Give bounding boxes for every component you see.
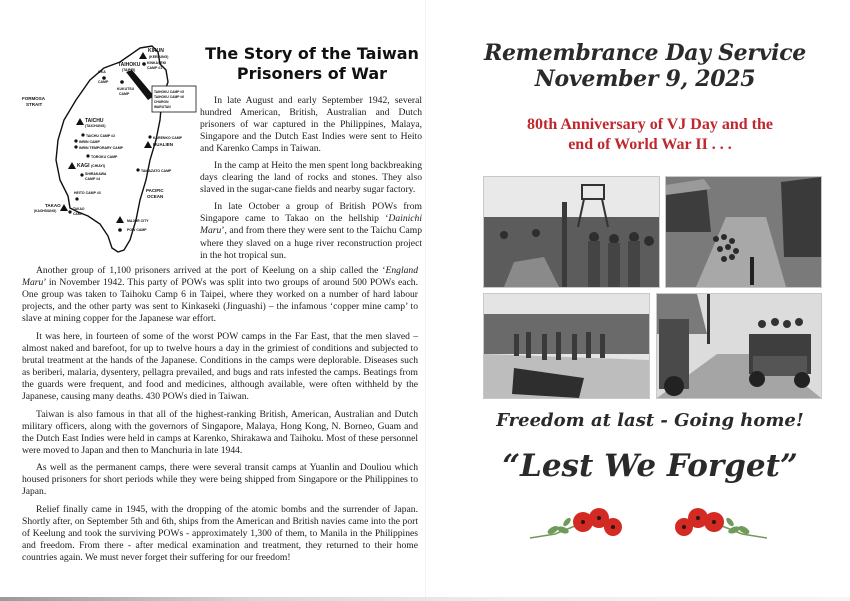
city-kirun-icon: [139, 52, 147, 59]
poppy-spray-left-icon: [525, 500, 625, 545]
camp-inrin-temp-icon: [74, 145, 77, 148]
story-title-line1: The Story of the Taiwan: [205, 44, 419, 63]
map-label: TAKAO: [73, 207, 85, 211]
legend-major-city-icon: [116, 216, 124, 223]
map-label: CAMP #1: [147, 66, 163, 70]
map-label: OKA: [98, 70, 106, 74]
map-label: TOROKU CAMP: [91, 155, 118, 159]
map-label: CAMP: [98, 80, 109, 84]
anniversary-line2: end of World War II . . .: [568, 136, 732, 153]
city-hualien-icon: [144, 141, 152, 148]
map-label: KARENKO CAMP: [153, 136, 182, 140]
camp-karenko-icon: [148, 135, 151, 138]
map-label: (TAICHUNG): [85, 124, 106, 128]
legend-label: POW CAMP: [127, 228, 147, 232]
camp-takao-icon: [68, 210, 71, 213]
map-svg: [20, 40, 200, 265]
map-label: HEITO CAMP #3: [74, 191, 101, 195]
map-label: (KEELUNG): [149, 55, 169, 59]
story-column-full: [22, 265, 418, 570]
map-label: TAMAZATO CAMP: [141, 169, 172, 173]
lest-we-forget-motto: “Lest We Forget”: [502, 448, 798, 484]
story-paragraph: It was here, in fourteen of some of the worst POW camps in the Far East, that the men slaved – almost naked and barefoot, for up to twelve hours a day in the grimiest of conditions and subjected to brutal treatment at the hands of the Japanese. Conditions in the camps were deplorable. Diseases such as beriberi, malaria, dysentery, pellagra prevailed, and bugs and rats infested the camps. Beatings from the guards were frequent, and food and medicines, although available, were often withheld by the Japanese, causing many deaths. 430 POWs died in Taiwan.: [22, 330, 418, 402]
map-label: PACIFIC: [146, 188, 164, 193]
story-title-line2: Prisoners of War: [236, 64, 388, 83]
map-label: OCEAN: [147, 194, 164, 199]
city-takao-icon: [60, 204, 68, 211]
photo-pows-at-gate: [483, 176, 660, 288]
map-label: WARUTAN: [154, 105, 171, 109]
camp-taichu2-icon: [81, 133, 84, 136]
map-label: TAICHU: [85, 118, 104, 124]
story-paragraph: Relief finally came in 1945, with the dropping of the atomic bombs and the surrender of Japan. Shortly after, on September 5th and 6th, ships from the American and British navies came into the port of Keelung and took the surviving POWs - approximately 1,300 of them, to Manila in the Philippines and freedom. From there - after medical examination and treatment, they returned to their home countries again. We must never forget their suffering for our freedom!: [22, 503, 418, 564]
map-label: INRIN CAMP: [79, 140, 100, 144]
story-paragraph: As well as the permanent camps, there were several transit camps at Yuanlin and Douliou which housed prisoners for short periods while they were being shipped from Singapore or the Philippines to Japan.: [22, 462, 418, 498]
city-kagi-icon: [68, 162, 76, 169]
map-label: KINKASEKI: [147, 61, 167, 65]
map-label: TAIHOKU: [118, 62, 141, 68]
map-label: INRIN TEMPORARY CAMP: [79, 146, 123, 150]
text-span: In late October a group of British POWs from Singapore came to Takao on the hellship ‘: [200, 201, 422, 225]
text-span: ’, and from there they were sent to the Taichu Camp where they slaved on a huge river reconstruction project in the hot tropical sun.: [200, 225, 422, 261]
map-label: TAIHOKU CAMP #6: [154, 95, 184, 99]
map-label: FORMOSA: [22, 96, 45, 101]
map-label: (TAIPEI): [122, 68, 136, 72]
service-date: November 9, 2025: [534, 66, 756, 92]
service-title-line1: Remembrance Day Service: [484, 40, 806, 66]
legend-label: MAJOR CITY: [127, 219, 149, 223]
story-column-right: [200, 95, 422, 267]
scan-edge-shadow: [0, 597, 850, 601]
legend-pow-camp-icon: [118, 228, 122, 232]
camp-inrin-icon: [74, 139, 77, 142]
map-label: TAIHOKU CAMP #5: [154, 90, 184, 94]
camp-kukutsu-icon: [120, 80, 124, 84]
photo-pows-marching-camp: [665, 176, 822, 288]
map-label: KUKUTSU: [117, 87, 135, 91]
map-label: (KAOHSIUNG): [34, 209, 57, 213]
map-label: SHIRAKAWA: [85, 172, 107, 176]
photo-trucks-convoy: [656, 293, 822, 399]
anniversary-line1: 80th Anniversary of VJ Day and the: [527, 116, 773, 133]
map-label: STRAIT: [26, 102, 43, 107]
taiwan-pow-camp-map: [20, 40, 200, 265]
story-paragraph: Taiwan is also famous in that all of the highest-ranking British, American, Australian and Dutch military officers, along with the governors of Singapore, Malaya, Hong Kong, N. Borneo, Guam and the Dutch East Indies were held in camps at Karenko, Shirakawa and Taihoku. Most of these personnel were moved to Japan and then to Manchuria in late 1944.: [22, 408, 418, 456]
ship-name: England Maru: [22, 265, 418, 289]
camp-kinkaseki-icon: [142, 62, 146, 66]
map-label: KIRUN: [148, 48, 164, 54]
taipei-pointer: [126, 70, 154, 100]
ship-name: Dainichi Maru: [200, 213, 422, 237]
map-label: CAMP: [73, 212, 83, 216]
map-label: HUALIEN: [153, 142, 173, 147]
text-span: ’ in November 1942. This party of POWs was split into two groups of around 500 POWs each. One group was taken to Taihoku Camp 6 in Taipei, where they worked on a number of hard labour projects, and the other party was sent to Kinkaseki (Jinguashi) – the infamous ‘copper mine camp’ to slave at mining copper for the Japanese war effort.: [22, 277, 418, 325]
story-title: [200, 44, 424, 84]
anniversary-heading: [475, 115, 825, 155]
map-label: CHURON: [154, 100, 169, 104]
map-label: KAGI: [77, 163, 90, 169]
text-span: Another group of 1,100 prisoners arrived at the port of Keelung on a ship called the ‘: [36, 265, 386, 276]
map-label: TAICHU CAMP #2: [86, 134, 116, 138]
poppy-spray-right-icon: [672, 500, 772, 545]
freedom-caption: Freedom at last - Going home!: [496, 410, 804, 431]
camp-toroku-icon: [86, 154, 89, 157]
camp-heito-icon: [75, 197, 78, 200]
map-label: CAMP #4: [85, 177, 101, 181]
map-label: TAKAO: [45, 203, 61, 208]
page-fold-divider: [425, 0, 426, 601]
city-taichu-icon: [76, 118, 84, 125]
story-paragraph-england-maru: [22, 265, 418, 325]
map-label: CAMP: [119, 92, 130, 96]
story-paragraph: In the camp at Heito the men spent long backbreaking days clearing the land of rocks and stones. They also slaved in the sugar-cane fields and nearby sugar factory.: [200, 160, 422, 196]
story-paragraph: In late August and early September 1942, several hundred American, British, Australian and Dutch prisoners of war captured in the Philippines, Malaya, Singapore and the Dutch East Indies were sent to Heito and Karenko Camps in Taiwan.: [200, 95, 422, 155]
map-label: (CHIAYI): [91, 164, 105, 168]
photo-pows-walking-road: [483, 293, 650, 399]
camp-shirakawa-icon: [80, 173, 83, 176]
story-paragraph-dainichi: [200, 201, 422, 261]
camp-tamazato-icon: [136, 168, 139, 171]
service-title: [440, 40, 850, 92]
